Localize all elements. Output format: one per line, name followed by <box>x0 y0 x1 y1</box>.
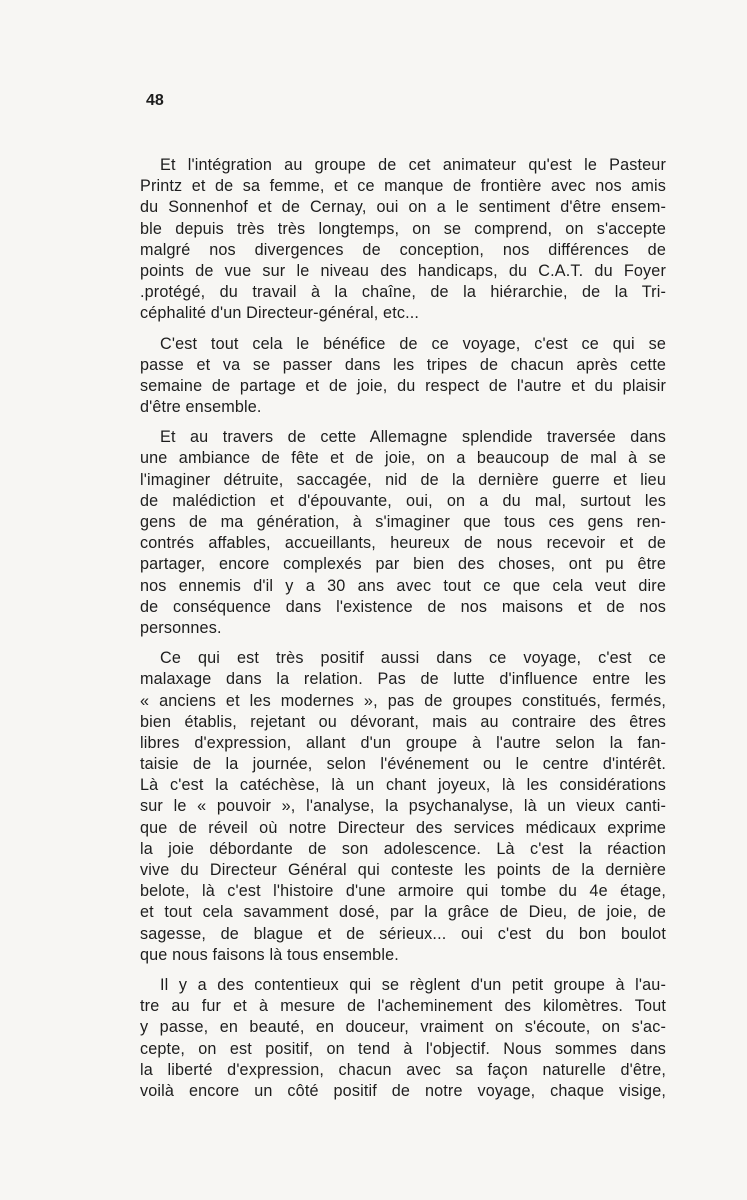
text-line: d'être ensemble. <box>140 398 262 417</box>
text-line: C'est tout cela le bénéfice de ce voyage, c'est ce qui se <box>160 334 666 353</box>
text-line: et tout cela savamment dosé, par la grâce de Dieu, de joie, de <box>140 903 666 922</box>
text-line: passe et va se passer dans les tripes de chacun après cette <box>140 355 666 374</box>
text-line: de malédiction et d'épouvante, oui, on a du mal, surtout les <box>140 491 666 510</box>
text-line: que nous faisons là tous ensemble. <box>140 945 399 964</box>
text-line: libres d'expression, allant d'un groupe à l'autre selon la fan- <box>140 733 666 752</box>
text-line: la liberté d'expression, chacun avec sa façon naturelle d'être, <box>140 1060 666 1079</box>
text-line: y passe, en beauté, en douceur, vraiment on s'écoute, on s'ac- <box>140 1018 666 1037</box>
paragraph-3 <box>140 427 666 639</box>
text-line: malaxage dans la relation. Pas de lutte d'influence entre les <box>140 670 666 689</box>
text-line: bien établis, rejetant ou dévorant, mais au contraire des êtres <box>140 712 666 731</box>
text-line: Ce qui est très positif aussi dans ce voyage, c'est ce <box>160 649 666 668</box>
text-line: personnes. <box>140 618 222 637</box>
text-line: une ambiance de fête et de joie, on a beaucoup de mal à se <box>140 449 666 468</box>
text-line: Printz et de sa femme, et ce manque de frontière avec nos amis <box>140 177 666 196</box>
text-line: tre au fur et à mesure de l'acheminement des kilomètres. Tout <box>140 997 666 1016</box>
text-line: l'imaginer détruite, saccagée, nid de la dernière guerre et lieu <box>140 470 666 489</box>
text-line: Et l'intégration au groupe de cet animateur qu'est le Pasteur <box>160 156 666 174</box>
text-line: taisie de la journée, selon l'événement ou le centre d'intérêt. <box>140 755 666 774</box>
text-line: du Sonnenhof et de Cernay, oui on a le sentiment d'être ensem- <box>140 198 666 217</box>
text-line: vive du Directeur Général qui conteste les points de la dernière <box>140 861 666 879</box>
page-number: 48 <box>146 92 164 109</box>
paragraph-4 <box>140 648 666 966</box>
text-line: Là c'est la catéchèse, là un chant joyeux, là les considérations <box>140 776 666 795</box>
text-line: sur le « pouvoir », l'analyse, la psychanalyse, là un vieux canti- <box>140 797 666 816</box>
text-line: nos ennemis d'il y a 30 ans avec tout ce que cela veut dire <box>140 576 666 595</box>
text-line: Il y a des contentieux qui se règlent d'un petit groupe à l'au- <box>160 975 666 994</box>
text-line: malgré nos divergences de conception, nos différences de <box>140 240 666 259</box>
text-line: « anciens et les modernes », pas de groupes constitués, fermés, <box>140 691 666 710</box>
text-line: voilà encore un côté positif de notre voyage, chaque visige, <box>140 1081 666 1100</box>
text-line: belote, là c'est l'histoire d'une armoire qui tombe du 4e étage, <box>140 882 666 901</box>
text-line: cepte, on est positif, on tend à l'objectif. Nous sommes dans <box>140 1039 666 1058</box>
text-line: que de réveil où notre Directeur des services médicaux exprime <box>140 818 666 837</box>
text-line: gens de ma génération, à s'imaginer que tous ces gens ren- <box>140 513 666 531</box>
text-line: points de vue sur le niveau des handicaps, du C.A.T. du Foyer <box>140 261 666 280</box>
text-line: la joie débordante de son adolescence. Là c'est la réaction <box>140 839 666 858</box>
text-line: contrés affables, accueillants, heureux de nous recevoir et de <box>140 534 666 553</box>
text-line: .protégé, du travail à la chaîne, de la hiérarchie, de la Tri- <box>140 283 666 302</box>
text-line: céphalité d'un Directeur-général, etc... <box>140 304 420 323</box>
text-line: de conséquence dans l'existence de nos maisons et de nos <box>140 597 666 616</box>
paragraph-5 <box>140 975 666 1102</box>
paragraph-2 <box>140 334 666 419</box>
text-line: Et au travers de cette Allemagne splendide traversée dans <box>160 428 666 447</box>
text-line: semaine de partage et de joie, du respect de l'autre et du plaisir <box>140 376 666 395</box>
text-line: ble depuis très très longtemps, on se comprend, on s'accepte <box>140 219 666 238</box>
paragraph-1 <box>140 155 666 325</box>
text-line: sagesse, de blague et de sérieux... oui c'est du bon boulot <box>140 924 666 943</box>
text-line: partager, encore complexés par bien des choses, ont pu être <box>140 555 666 574</box>
body-text <box>140 155 666 1111</box>
